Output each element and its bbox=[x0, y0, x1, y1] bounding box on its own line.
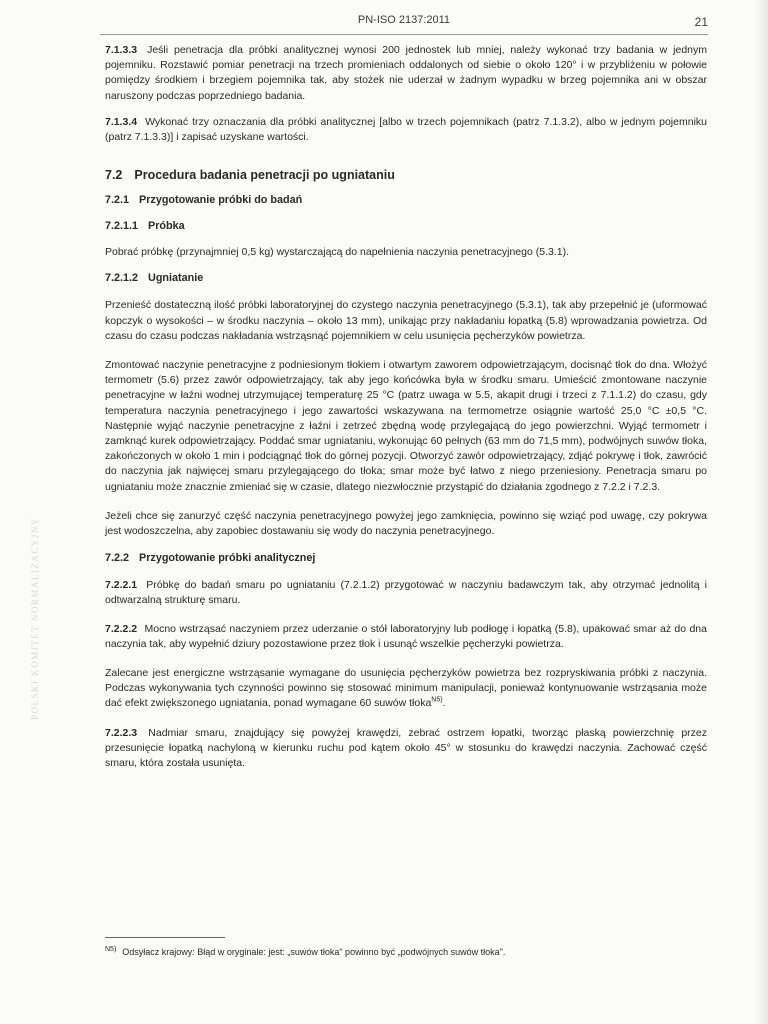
clause-text: Próbkę do badań smaru po ugniataniu (7.2.1.2) przygotować w naczyniu badawczym tak, aby otrzymać jednolitą i odtwarzalną strukturę smaru. bbox=[105, 579, 708, 607]
header-standard-id: PN-ISO 2137:2011 bbox=[357, 14, 451, 26]
page-edge-shadow bbox=[754, 0, 768, 1024]
clause-number: 7.2.2.2 bbox=[105, 622, 138, 635]
section-heading-7-2-1-1 bbox=[105, 220, 707, 232]
clause-text: Wykonać trzy oznaczania dla próbki analitycznej [albo w trzech pojemnikach (patrz 7.1.3.2), albo w jednym pojemniku (patrz 7.1.3.3)] i zapisać uzyskane wartości. bbox=[105, 115, 707, 144]
section-heading-7-2-1-2 bbox=[105, 272, 707, 284]
clause-7-1-3-3 bbox=[105, 43, 707, 104]
clause-number: 7.1.3.3 bbox=[105, 44, 138, 56]
section-heading-7-2-2 bbox=[105, 552, 707, 564]
paragraph-7-2-1-2-c: Jeżeli chce się zanurzyć część naczynia penetracyjnego powyżej jego zamknięcia, powinno się wziąć pod uwagę, czy pokrywa jest wodoszczelna, aby zapobiec dostawaniu się wody do naczynia penetracyjnego. bbox=[105, 509, 707, 538]
clause-7-2-2-1 bbox=[105, 578, 707, 608]
section-number: 7.2.2 bbox=[105, 552, 130, 565]
paragraph-text: Zalecane jest energiczne wstrząsanie wymagane do usunięcia pęcherzyków powietrza bez rozpryskiwania próbki z naczynia. Podczas wykonywania tych czynności powinno się stosować minimum manipulacji, ponieważ kontynuowanie wstrząsania może dać efekt zwiększonego ugniatania, ponad wymagane 60 suwów tłoka bbox=[105, 667, 707, 710]
section-heading-7-2-1 bbox=[105, 194, 707, 206]
footnote-reference: N5) bbox=[431, 696, 443, 704]
section-title: Przygotowanie próbki analitycznej bbox=[139, 552, 316, 565]
side-watermark: POLSKI KOMITET NORMALIZACYJNY bbox=[30, 517, 40, 720]
section-number: 7.2.1.1 bbox=[105, 220, 139, 233]
paragraph-7-2-1-1: Pobrać próbkę (przynajmniej 0,5 kg) wystarczającą do napełnienia naczynia penetracyjnego (5.3.1). bbox=[105, 246, 570, 259]
section-number: 7.2.1.2 bbox=[105, 272, 139, 285]
clause-text: Mocno wstrząsać naczyniem przez uderzanie o stół laboratoryjny lub podłogę i łopatką (5.8), upakować smar aż do dna naczynia tak, aby wypełnić dziury pozostawione przez tłok i usunąć wszelkie pęcherzyki powietrza. bbox=[105, 622, 707, 650]
footnote-mark: N5) bbox=[105, 946, 117, 953]
footnote bbox=[105, 944, 707, 958]
page-body bbox=[105, 40, 707, 771]
clause-number: 7.2.2.3 bbox=[105, 726, 138, 739]
clause-7-1-3-4 bbox=[105, 115, 707, 145]
clause-7-2-2-3 bbox=[105, 726, 707, 772]
section-number: 7.2.1 bbox=[105, 194, 130, 207]
clause-number: 7.2.2.1 bbox=[105, 579, 138, 592]
footnote-text: Odsyłacz krajowy: Błąd w oryginale: jest: „suwów tłoka" powinno być „podwójnych suwów tłoka". bbox=[122, 947, 506, 957]
footnote-rule bbox=[105, 937, 225, 938]
section-title: Procedura badania penetracji po ugniataniu bbox=[134, 168, 395, 183]
section-title: Próbka bbox=[148, 220, 185, 233]
clause-7-2-2-2 bbox=[105, 622, 707, 652]
clause-text: Jeśli penetracja dla próbki analitycznej wynosi 200 jednostek lub mniej, należy wykonać trzy badania w jednym pojemniku. Rozstawić pomiar penetracji na trzech promieniach oddalonych od siebie o około 120° i w przybliżeniu w połowie pomiędzy środkiem i brzegiem pojemnika tak, aby stożek nie uderzał w żadnym wypadku w brzeg pojemnika ani w obszar naruszony podczas poprzedniego badania. bbox=[105, 44, 707, 102]
clause-number: 7.1.3.4 bbox=[105, 115, 138, 128]
header-page-number: 21 bbox=[694, 15, 708, 29]
section-title: Przygotowanie próbki do badań bbox=[139, 194, 303, 207]
clause-text: Nadmiar smaru, znajdujący się powyżej krawędzi, zebrać ostrzem łopatki, tworząc płaską powierzchnię przez przesunięcie łopatką nachyloną w kierunku ruchu pod kątem około 45° w stosunku do krawędzi naczynia. Zachować część smaru, która została usunięta. bbox=[105, 726, 707, 770]
header-rule bbox=[100, 34, 708, 35]
paragraph-7-2-1-2-a: Przenieść dostateczną ilość próbki laboratoryjnej do czystego naczynia penetracyjnego (5.3.1), tak aby przepełnić je (uformować kopczyk o wysokości – w środku naczynia – około 13 mm), unikając przy nakładaniu łopatką (5.8) wprowadzania powietrza. Od czasu do czasu podczas nakładania wstrząsnąć pojemnikiem w celu usunięcia pęcherzyków powietrza. bbox=[105, 299, 707, 342]
section-heading-7-2 bbox=[105, 168, 707, 182]
section-title: Ugniatanie bbox=[148, 272, 204, 285]
paragraph-7-2-1-2-b: Zmontować naczynie penetracyjne z podniesionym tłokiem i otwartym zaworem odpowietrzającym, docisnąć tłok do dna. Włożyć termometr (5.6) przez zawór odpowietrzający, tak aby jego końcówka była w środku smaru. Umieścić zmontowane naczynie penetracyjne w łaźni wodnej utrzymującej temperaturę 25 °C (patrz uwaga w 5.5, akapit drugi i trzeci z 7.1.1.2) do czasu, gdy temperatura naczynia penetracyjnego i jego zawartości wskazywana na termometrze osiągnie wartość 25,0 °C ±0,5 °C. Następnie wyjąć naczynie penetracyjne z łaźni i zetrzeć zbędną wodę przylegającą do jego powierzchni. Wyjąć termometr i zamknąć kurek odpowietrzający. Poddać smar ugniataniu, wykonując 60 pełnych (63 mm do 71,5 mm), podwójnych suwów tłoka, zakończonych w około 1 min i podciągnąć tłok do górnej pozycji. Otworzyć zawór odpowietrzający, zdjąć pokrywę i tłok, zawrócić do naczynia jak najwięcej smaru przylegającego do tłoka; smar może być łatwo z niego przeniesiony. Penetracja smaru po ugniataniu może znacznie zmieniać się w czasie, dlatego niezwłocznie przystąpić do działania zgodnego z 7.2.2 i 7.2.3. bbox=[105, 359, 707, 493]
section-number: 7.2 bbox=[105, 168, 123, 183]
paragraph-7-2-2-2-b: Zalecane jest energiczne wstrząsanie wymagane do usunięcia pęcherzyków powietrza bez rozpryskiwania próbki z naczynia. Podczas wykonywania tych czynności powinno się stosować minimum manipulacji, ponieważ kontynuowanie wstrząsania może dać efekt zwiększonego ugniatania, ponad wymagane 60 suwów tłoka$^{N5)}$. bbox=[105, 667, 707, 710]
